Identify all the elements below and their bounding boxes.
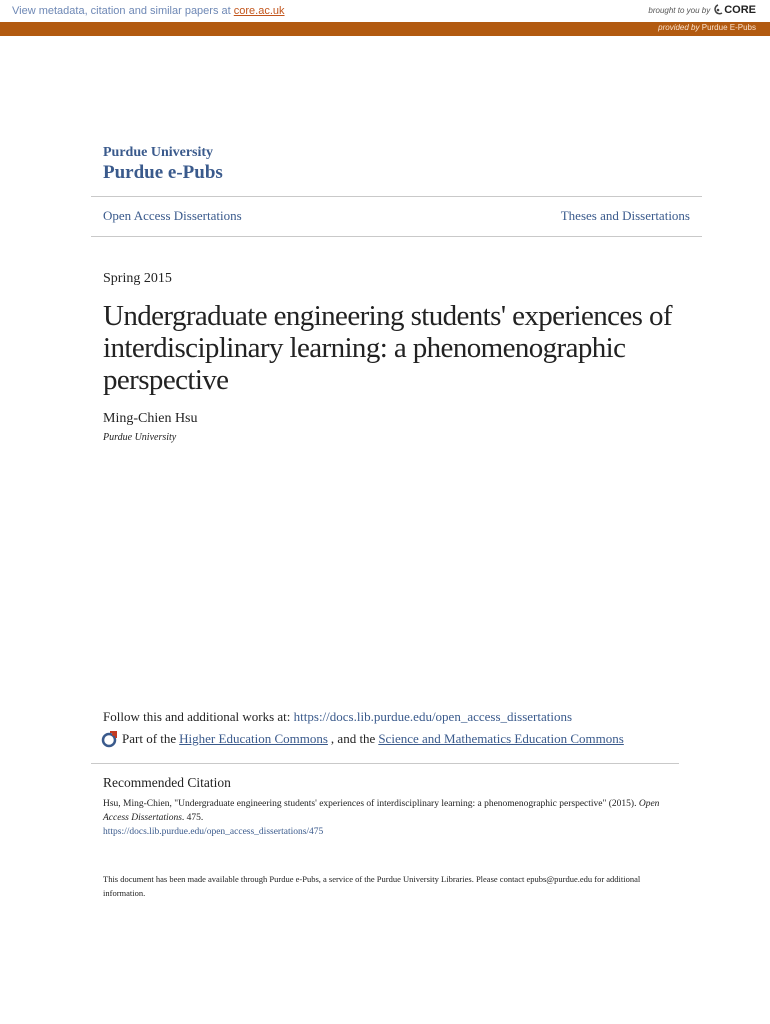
follow-line — [103, 709, 572, 725]
core-metadata-text: View metadata, citation and similar papers at — [12, 5, 231, 17]
core-ac-uk-link[interactable]: core.ac.uk — [233, 5, 285, 17]
part-of-text: Part of the — [122, 731, 177, 746]
citation-number: . 475. — [181, 813, 204, 823]
citation-series: Open Access Dissertations — [103, 799, 660, 823]
brought-to-you-by — [648, 4, 756, 16]
paper-title: Undergraduate engineering students' experiences of interdisciplinary learning: a phenomenographic perspective — [103, 300, 672, 396]
institution-name[interactable]: Purdue University — [103, 145, 214, 160]
and-the-text: , and the — [330, 731, 376, 746]
header-divider-top — [91, 196, 702, 197]
citation-url-link[interactable]: https://docs.lib.purdue.edu/open_access_dissertations/475 — [103, 827, 324, 837]
citation-block — [103, 797, 683, 839]
header-divider-bottom — [91, 236, 702, 237]
author-affiliation: Purdue University — [103, 432, 177, 443]
provided-by — [658, 23, 756, 32]
science-math-education-commons-link[interactable]: Science and Mathematics Education Commons — [378, 731, 624, 746]
author-name: Ming-Chien Hsu — [103, 411, 198, 426]
collection-link-theses-and-dissertations[interactable]: Theses and Dissertations — [560, 208, 690, 223]
repository-name[interactable]: Purdue e-Pubs — [103, 162, 223, 183]
collection-link-open-access-dissertations[interactable]: Open Access Dissertations — [103, 208, 242, 223]
part-of-line — [101, 730, 624, 748]
availability-notice: This document has been made available through Purdue e-Pubs, a service of the Purdue University Libraries. Please contact epubs@purdue.edu for additional information. — [103, 874, 641, 898]
provided-by-bar — [0, 22, 770, 36]
provided-by-text: provided by — [658, 23, 700, 32]
follow-url-link[interactable]: https://docs.lib.purdue.edu/open_access_dissertations — [293, 709, 573, 724]
higher-education-commons-link[interactable]: Higher Education Commons — [179, 731, 328, 746]
core-metadata-notice — [12, 5, 285, 17]
core-logo[interactable] — [713, 4, 756, 16]
core-logo-text: CORE — [724, 4, 756, 16]
provided-by-source[interactable]: Purdue E-Pubs — [701, 23, 756, 32]
network-commons-icon — [101, 730, 119, 748]
citation-text: Hsu, Ming-Chien, "Undergraduate engineering students' experiences of interdisciplinary learning: a phenomenographic perspective" (2015). — [103, 799, 637, 809]
follow-text: Follow this and additional works at: — [103, 709, 291, 724]
publication-date: Spring 2015 — [103, 271, 172, 286]
core-logo-icon — [713, 4, 723, 16]
brought-to-you-text: brought to you by — [648, 5, 711, 15]
citation-divider — [91, 763, 679, 764]
recommended-citation-heading: Recommended Citation — [103, 775, 231, 790]
core-top-bar — [0, 0, 770, 22]
